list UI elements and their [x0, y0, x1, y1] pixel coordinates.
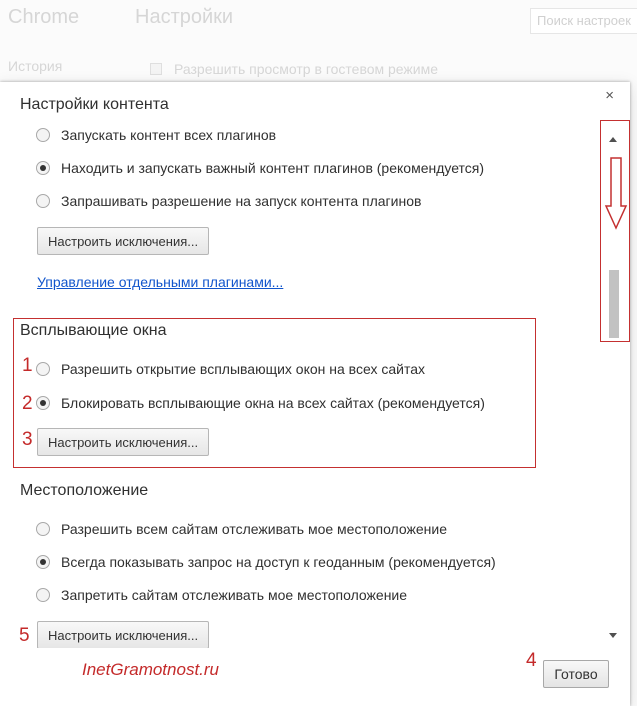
radio-option-allow-popups[interactable] [36, 361, 425, 377]
watermark: InetGramotnost.ru [82, 660, 220, 679]
radio-option-block-popups[interactable] [36, 395, 485, 411]
popups-exceptions-button[interactable]: Настроить исключения... [37, 428, 209, 456]
annotation-number-4: 4 [526, 650, 537, 671]
close-icon[interactable]: × [605, 87, 614, 104]
dialog-scroll-content [0, 82, 600, 648]
radio-option-ask-plugins[interactable] [36, 193, 421, 209]
radio-button[interactable] [36, 522, 50, 536]
radio-button[interactable] [36, 194, 50, 208]
radio-option-ask-geolocation[interactable] [36, 554, 496, 570]
radio-label: Всегда показывать запрос на доступ к геоданным (рекомендуется) [61, 554, 496, 570]
section-title-popups: Всплывающие окна [20, 322, 167, 339]
manage-plugins-link[interactable]: Управление отдельными плагинами... [37, 274, 284, 290]
scroll-down-annotation-arrow-icon [604, 156, 628, 232]
radio-button[interactable] [36, 362, 50, 376]
radio-label: Разрешить открытие всплывающих окон на всех сайтах [61, 361, 425, 377]
annotation-number-3: 3 [22, 429, 33, 450]
annotation-number-1: 1 [22, 355, 33, 376]
location-exceptions-button[interactable]: Настроить исключения... [37, 621, 209, 648]
radio-option-detect-important-plugins[interactable] [36, 160, 484, 176]
radio-label: Запрашивать разрешение на запуск контента плагинов [61, 193, 422, 209]
guest-mode-label: Разрешить просмотр в гостевом режиме [174, 61, 439, 77]
radio-button[interactable] [36, 161, 50, 175]
section-title-content-settings: Настройки контента [20, 96, 169, 113]
radio-label: Запускать контент всех плагинов [61, 127, 277, 143]
radio-label: Блокировать всплывающие окна на всех сайтах (рекомендуется) [61, 395, 485, 411]
radio-label: Запретить сайтам отслеживать мое местоположение [61, 587, 408, 603]
radio-option-run-all-plugins[interactable] [36, 127, 276, 143]
annotation-number-2: 2 [22, 393, 33, 414]
radio-option-deny-tracking[interactable] [36, 587, 407, 603]
scroll-down-arrow-icon[interactable] [609, 633, 617, 638]
section-title-location: Местоположение [20, 482, 149, 499]
radio-button[interactable] [36, 588, 50, 602]
radio-button[interactable] [36, 555, 50, 569]
radio-option-allow-tracking[interactable] [36, 521, 447, 537]
radio-label: Находить и запускать важный контент плагинов (рекомендуется) [61, 160, 485, 176]
radio-label: Разрешить всем сайтам отслеживать мое местоположение [61, 521, 447, 537]
done-button[interactable]: Готово [543, 660, 609, 688]
radio-button[interactable] [36, 396, 50, 410]
radio-button[interactable] [36, 128, 50, 142]
page-title: Настройки [135, 6, 234, 28]
sidebar-item-history[interactable]: История [8, 58, 63, 74]
plugins-exceptions-button[interactable]: Настроить исключения... [37, 227, 209, 255]
content-settings-dialog [0, 82, 630, 706]
app-name: Chrome [8, 6, 80, 28]
search-input[interactable]: Поиск настроек [530, 8, 637, 34]
annotation-number-5: 5 [19, 625, 30, 646]
